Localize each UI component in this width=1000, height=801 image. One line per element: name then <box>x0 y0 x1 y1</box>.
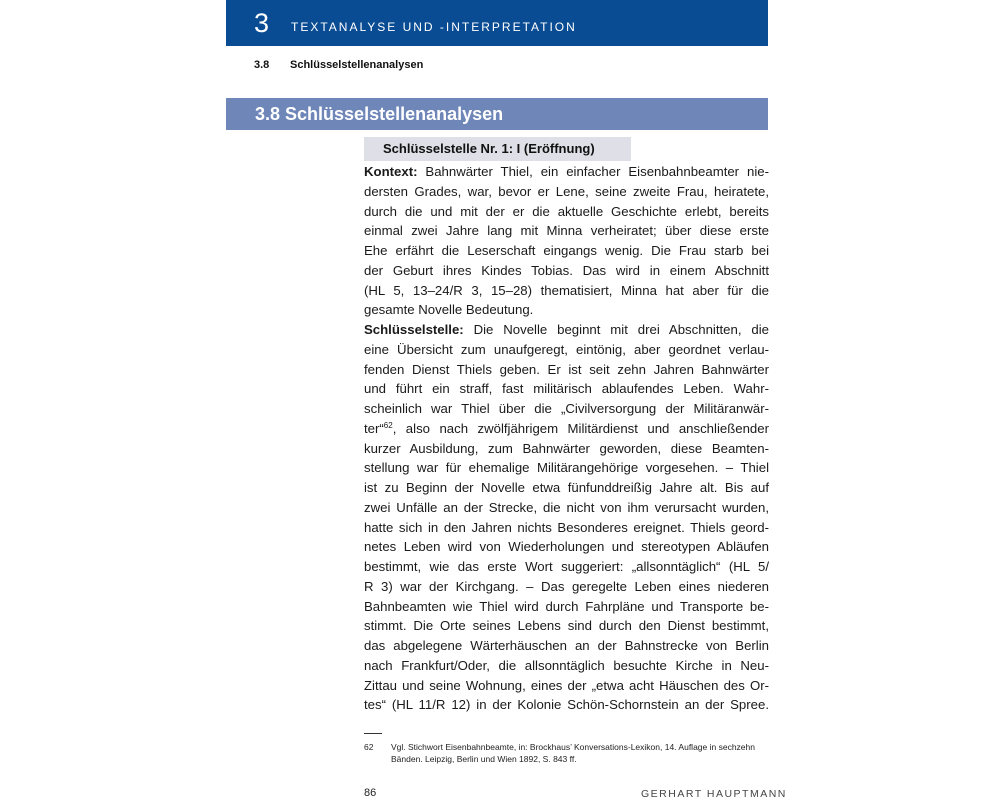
chapter-title: TEXTANALYSE UND -INTERPRETATION <box>291 20 577 34</box>
body-line: der Geburt ihres Kindes Tobias. Das wird in einem Abschnitt <box>364 262 769 278</box>
body-line: kurzer Ausbildung, zum Bahnwärter geworden, diese Beamten- <box>364 440 769 456</box>
body-line: R 3) war der Kirchgang. – Das geregelte Leben eines niederen <box>364 578 769 594</box>
body-line: zwei Unfälle an der Strecke, die nicht von ihm verursacht wurden, <box>364 499 769 515</box>
footnote-divider <box>364 733 382 734</box>
body-line: fenden Dienst Thiels geben. Er ist seit zehn Jahren Bahnwärter <box>364 361 769 377</box>
body-line: ist zu Beginn der Novelle etwa fünfunddreißig Jahre alt. Bis auf <box>364 480 769 495</box>
body-line: einmal zwei Jahre lang mit Minna verheiratet; über diese erste <box>364 223 769 239</box>
body-line: (HL 5, 13–24/R 3, 15–28) thematisiert, Minna hat aber für die <box>364 282 769 298</box>
body-line: stimmt. Die Orte seines Lebens sind durch den Dienst bestimmt, <box>364 618 769 634</box>
running-head <box>254 58 423 72</box>
context-lead: Kontext: <box>364 164 418 179</box>
footnote-line: Bänden. Leipzig, Berlin und Wien 1892, S. 843 ff. <box>391 754 577 764</box>
body-line: durch die und mit der er die aktuelle Geschichte erlebt, bereits <box>364 203 769 219</box>
author-footer: GERHART HAUPTMANN <box>641 788 787 800</box>
body-line: scheinlich war Thiel über die „Civilversorgung der Militäranwär- <box>364 401 769 416</box>
body-line: gesamte Novelle Bedeutung. <box>364 302 534 318</box>
section-heading: 3.8 Schlüsselstellenanalysen <box>255 104 504 124</box>
body-text <box>364 162 769 715</box>
key-passage-label-text: Schlüsselstelle Nr. 1: I (Eröffnung) <box>383 141 595 156</box>
key-passage-label <box>364 137 631 161</box>
section-heading-bar <box>226 98 768 130</box>
body-line: und führt ein straff, fast militärisch ablaufendes Leben. Wahr- <box>364 381 769 397</box>
body-line: Kontext: Bahnwärter Thiel, ein einfacher Eisenbahnbeamter nie- <box>364 164 769 179</box>
footnote-number: 62 <box>364 742 374 752</box>
footnote-line: Vgl. Stichwort Eisenbahnbeamte, in: Brockhaus’ Konversations-Lexikon, 14. Auflage in sechzehn <box>391 742 755 752</box>
body-line: eine Übersicht zum unaufgeregt, eintönig, aber geordnet verlau- <box>364 341 769 357</box>
body-line: Zittau und seine Wohnung, eines der „etwa acht Häuschen des Or- <box>364 677 769 693</box>
body-line: ter“$^{62}$, also nach zwölfjährigem Militärdienst und anschließender <box>364 420 769 436</box>
footnote-text <box>391 741 774 765</box>
body-line: nach Frankfurt/Oder, die allsonntäglich besuchte Kirche in Neu- <box>364 657 769 673</box>
page-number: 86 <box>364 787 377 799</box>
body-line: Bahnbeamten wie Thiel wird durch Fahrpläne und Transporte be- <box>364 598 769 614</box>
body-line: stellung war für ehemalige Militärangehörige vorgesehen. – Thiel <box>364 460 769 476</box>
footnote-reference[interactable]: 62 <box>383 420 393 430</box>
body-line: das abgelegene Wärterhäuschen an der Bahnstrecke von Berlin <box>364 638 769 653</box>
running-head-title: Schlüsselstellenanalysen <box>290 59 424 71</box>
body-line: netes Leben wird von Wiederholungen und stereotypen Abläufen <box>364 539 769 555</box>
chapter-header-bar <box>226 0 768 46</box>
key-passage-paragraph <box>364 320 769 715</box>
body-line: Ehe erfährt die Leserschaft eingangs wenig. Die Frau starb bei <box>364 243 769 258</box>
body-line: hatte sich in den Jahren nichts Besonderes ereignet. Thiels geord- <box>364 519 769 535</box>
context-paragraph <box>364 162 769 320</box>
body-line: tes“ (HL 11/R 12) in der Kolonie Schön-Schornstein an der Spree. <box>364 697 769 713</box>
chapter-number: 3 <box>254 8 270 38</box>
key-passage-lead: Schlüsselstelle: <box>364 322 464 337</box>
body-line: Schlüsselstelle: Die Novelle beginnt mit drei Abschnitten, die <box>364 322 769 337</box>
running-head-number: 3.8 <box>254 59 270 71</box>
body-line: bestimmt, wie das erste Wort suggeriert: „allsonntäglich“ (HL 5/ <box>364 559 769 574</box>
body-line: dersten Grades, war, bevor er Lene, seine zweite Frau, heiratete, <box>364 183 769 199</box>
